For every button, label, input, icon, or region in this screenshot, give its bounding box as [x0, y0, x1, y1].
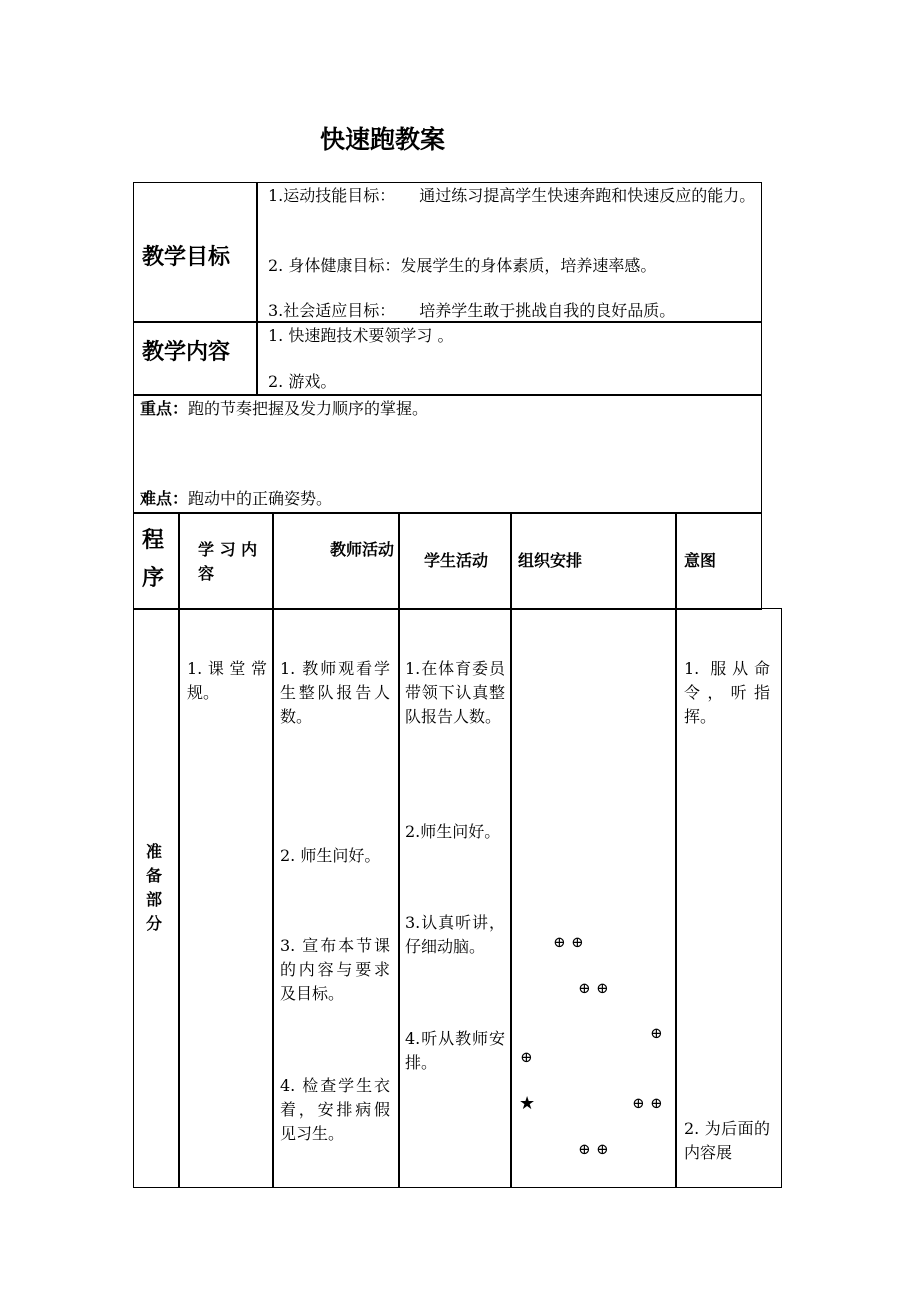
student-position-icon: ⊕: [596, 1140, 609, 1158]
student-position-icon: ⊕: [650, 1094, 663, 1112]
student-position-icon: ⊕: [578, 979, 591, 997]
student-item: 4.听从教师安排。: [405, 1029, 505, 1072]
section-label: 准备部分: [146, 842, 163, 933]
header-procedure: 程序: [142, 528, 165, 591]
content-item: 1. 快速跑技术要领学习 。: [268, 326, 454, 345]
difficulty-label: 难点：: [140, 489, 189, 508]
intent-item: 1. 服从命令，听指挥。: [684, 659, 770, 726]
student-position-icon: ⊕: [650, 1024, 663, 1042]
goal-item: 1.运动技能目标： 通过练习提高学生快速奔跑和快速反应的能力。: [268, 186, 756, 205]
header-teacher: 教师活动: [330, 540, 395, 559]
student-position-icon: ⊕: [596, 979, 609, 997]
goal-item: 3.社会适应目标： 培养学生敢于挑战自我的良好品质。: [268, 301, 676, 320]
student-position-icon: ⊕: [553, 933, 566, 951]
student-item: 3.认真听讲，仔细动脑。: [405, 913, 505, 956]
student-position-icon: ⊕: [571, 933, 584, 951]
student-position-icon: ⊕: [632, 1094, 645, 1112]
content-item: 2. 游戏。: [268, 372, 337, 391]
student-item: 1.在体育委员带领下认真整队报告人数。: [405, 659, 505, 726]
teacher-item: 2. 师生问好。: [280, 846, 381, 865]
student-position-icon: ⊕: [520, 1048, 533, 1066]
difficulty-text: 跑动中的正确姿势。: [188, 489, 333, 508]
student-position-icon: ⊕: [578, 1140, 591, 1158]
intent-item: 2. 为后面的内容展: [684, 1119, 770, 1162]
teacher-item: 4. 检查学生衣着，安排病假见习生。: [280, 1076, 390, 1143]
header-learning: 学 习 内 容: [198, 540, 258, 583]
teacher-item: 1. 教师观看学生整队报告人数。: [280, 659, 390, 726]
content-label: 教学内容: [142, 340, 231, 365]
goal-item: 2. 身体健康目标：发展学生的身体素质，培养速率感。: [268, 256, 657, 275]
goals-label: 教学目标: [142, 245, 231, 270]
header-organization: 组织安排: [518, 551, 583, 570]
document-title: 快速跑教案: [320, 125, 446, 154]
learning-item: 1.课堂常规。: [187, 659, 267, 702]
key-text: 跑的节奏把握及发力顺序的掌握。: [188, 399, 429, 418]
key-label: 重点：: [140, 399, 189, 418]
header-student: 学生活动: [424, 551, 489, 570]
student-item: 2.师生问好。: [405, 822, 501, 841]
teacher-item: 3. 宣布本节课的内容与要求及目标。: [280, 936, 390, 1003]
header-intent: 意图: [684, 551, 717, 570]
teacher-star-icon: ★: [519, 1093, 536, 1114]
